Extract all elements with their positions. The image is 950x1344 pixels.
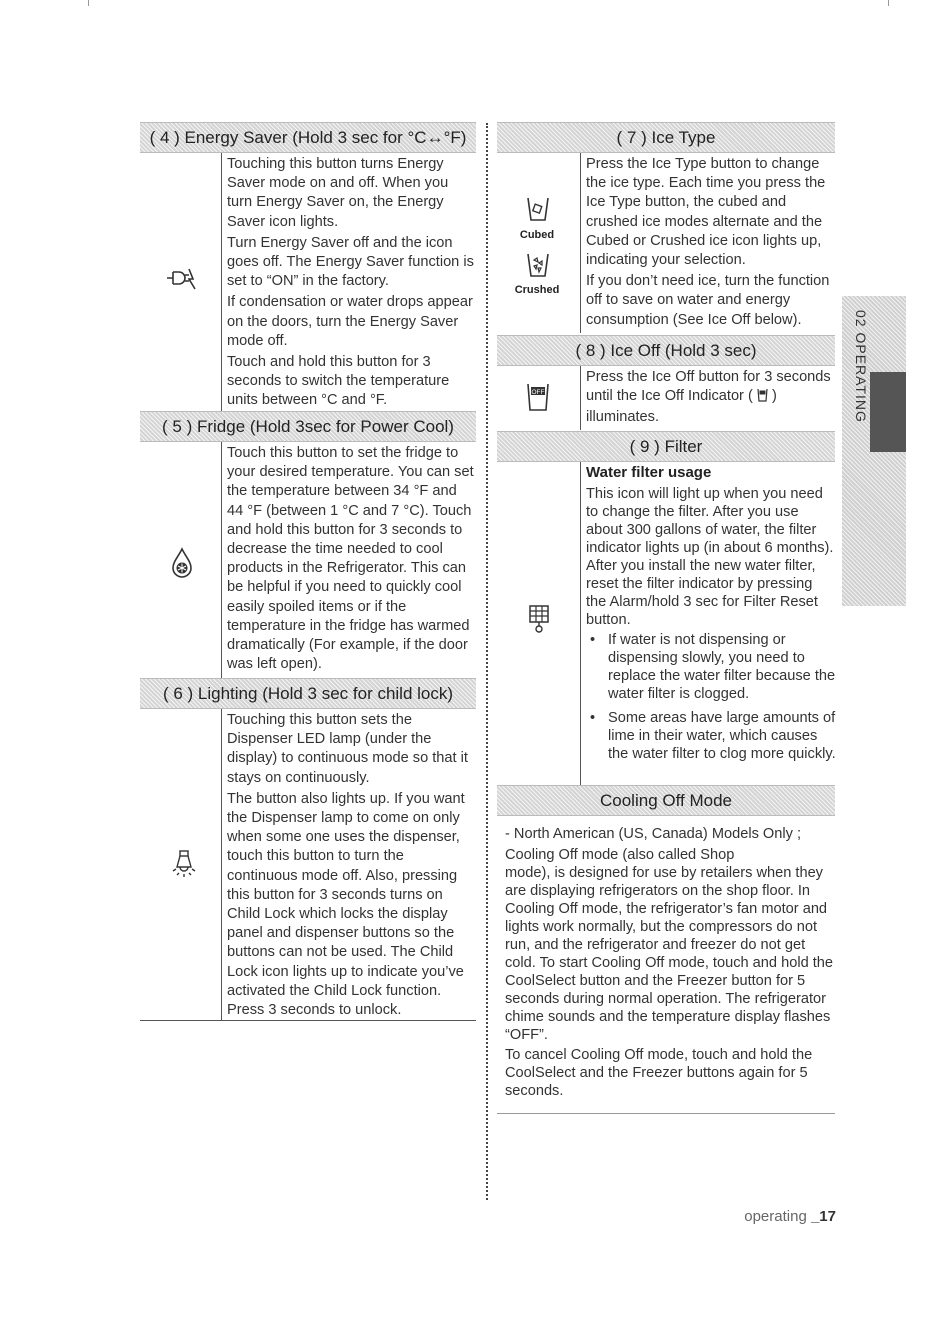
ice-off-p1 bbox=[586, 368, 836, 428]
fridge-text bbox=[227, 444, 477, 674]
energy-saver-plug-icon bbox=[160, 262, 204, 294]
ice-off-inline-icon bbox=[757, 388, 768, 408]
energy-saver-text bbox=[227, 155, 477, 411]
chapter-side-tab-label: 02 OPERATING bbox=[853, 310, 869, 423]
crushed-label: Crushed bbox=[514, 284, 560, 296]
cooling-off-line2: Cooling Off mode (also called Shop bbox=[505, 847, 735, 863]
fridge-header: ( 5 ) Fridge (Hold 3sec for Power Cool) bbox=[140, 411, 476, 442]
cooling-off-p1: mode), is designed for use by retailers when they are displaying refrigerators on the shop floor. In Cooling Off mode, the refrigerator’s fan motor and lights work normally, but the compressors do not run, and the refrigerator and freezer do not get cold. To start Cooling Off mode, touch and hold the CoolSelect button and the Freezer button for 5 seconds during normal operation. The refrigerator chime sounds and the temperature display flashes “OFF”. bbox=[505, 865, 834, 1043]
ice-off-icon-text: OFF bbox=[531, 389, 545, 396]
crop-mark bbox=[888, 0, 889, 6]
cooling-off-header: Cooling Off Mode bbox=[497, 785, 835, 816]
ice-type-icon-cell bbox=[497, 153, 581, 333]
energy-saver-p2: Turn Energy Saver off and the icon goes off. The Energy Saver function is set to “ON” in the factory. bbox=[227, 234, 474, 290]
crushed-ice-icon bbox=[520, 248, 556, 282]
lighting-header: ( 6 ) Lighting (Hold 3 sec for child lock) bbox=[140, 678, 476, 709]
ice-off-p1-start: Press the Ice Off button for 3 seconds until the Ice Off Indicator ( bbox=[586, 369, 831, 405]
ice-off-p1-end: ) illuminates. bbox=[586, 388, 777, 426]
filter-icon bbox=[524, 602, 554, 636]
crop-mark bbox=[88, 0, 89, 6]
ice-off-header: ( 8 ) Ice Off (Hold 3 sec) bbox=[497, 335, 835, 366]
lamp-icon bbox=[166, 846, 202, 882]
fridge-snowflake-drop-icon bbox=[165, 544, 199, 582]
footer-word: operating bbox=[744, 1208, 811, 1225]
lighting-p1: Touching this button sets the Dispenser LED lamp (under the display) to continuous mode so that it stays on continuously. bbox=[227, 712, 468, 786]
filter-text bbox=[586, 464, 836, 769]
cubed-ice-icon bbox=[520, 192, 556, 226]
page-footer bbox=[700, 1208, 836, 1225]
cubed-label: Cubed bbox=[519, 229, 555, 241]
energy-saver-header: ( 4 ) Energy Saver (Hold 3 sec for °C↔°F) bbox=[140, 122, 476, 153]
left-bottom-rule bbox=[140, 1020, 476, 1021]
energy-saver-p4: Touch and hold this button for 3 seconds to switch the temperature units between °C and °F. bbox=[227, 354, 450, 409]
ice-off-icon bbox=[524, 380, 552, 414]
ice-type-p2: If you don’t need ice, turn the function off to save on water and energy consumption (See Ice Off below). bbox=[586, 273, 830, 328]
column-divider bbox=[486, 123, 488, 1200]
cooling-off-line1: - North American (US, Canada) Models Only ; bbox=[505, 826, 802, 842]
lighting-p2: The button also lights up. If you want the Dispenser lamp to come on only when some one uses the dispenser, touch this button to turn the continuous mode off. Also, pressing this button for 3 seconds turns on Child Lock which locks the display panel and dispenser buttons so the buttons can not be used. The Child Lock icon lights up to indicate you’ve activated the Child Lock function. Press 3 seconds to unlock. bbox=[227, 790, 465, 1019]
ice-type-p1: Press the Ice Type button to change the ice type. Each time you press the Ice Type button, the cubed and crushed ice modes alternate and the Cubed or Crushed ice icon lights up, indicating your selection. bbox=[586, 156, 826, 269]
cooling-off-p2: To cancel Cooling Off mode, touch and hold the CoolSelect and the Freezer buttons again for 5 seconds. bbox=[505, 1047, 813, 1099]
filter-subhead: Water filter usage bbox=[586, 464, 712, 481]
filter-bullet: • If water is not dispensing or dispensing slowly, you need to replace the water filter because the water filter is clogged. bbox=[586, 631, 836, 703]
energy-saver-p1: Touching this button turns Energy Saver mode on and off. When you turn Energy Saver on, the Energy Saver icon lights. bbox=[227, 156, 449, 230]
fridge-p1: Touch this button to set the fridge to your desired temperature. You can set the temperature between 34 °F and 44 °F (between 1 °C and 7 °C). Touch and hold this button for 3 seconds to decrease the time needed to cool products in the Refrigerator. This can be helpful if you need to quickly cool easily spoiled items or if the temperature in the fridge has warmed dramatically (For example, if the door was left open). bbox=[227, 445, 474, 673]
cooling-off-text bbox=[505, 825, 835, 1100]
right-bottom-rule bbox=[497, 1113, 835, 1114]
chapter-side-tab-marker bbox=[870, 372, 906, 452]
filter-header: ( 9 ) Filter bbox=[497, 431, 835, 462]
filter-bullet: • Some areas have large amounts of lime in their water, which causes the water filter to clog more quickly. bbox=[586, 709, 836, 763]
filter-bullets bbox=[586, 631, 836, 763]
lighting-text bbox=[227, 711, 477, 1020]
ice-off-text bbox=[586, 368, 836, 428]
ice-type-text bbox=[586, 155, 836, 330]
ice-type-header: ( 7 ) Ice Type bbox=[497, 122, 835, 153]
energy-saver-p3: If condensation or water drops appear on the doors, turn the Energy Saver mode off. bbox=[227, 294, 473, 349]
page-number: _17 bbox=[810, 1208, 836, 1225]
filter-p1: This icon will light up when you need to change the filter. After you use about 300 gallons of water, the filter indicator lights up (in about 6 months). After you install the new water filter, reset the filter indicator by pressing the Alarm/hold 3 sec for Filter Reset button. bbox=[586, 486, 834, 628]
